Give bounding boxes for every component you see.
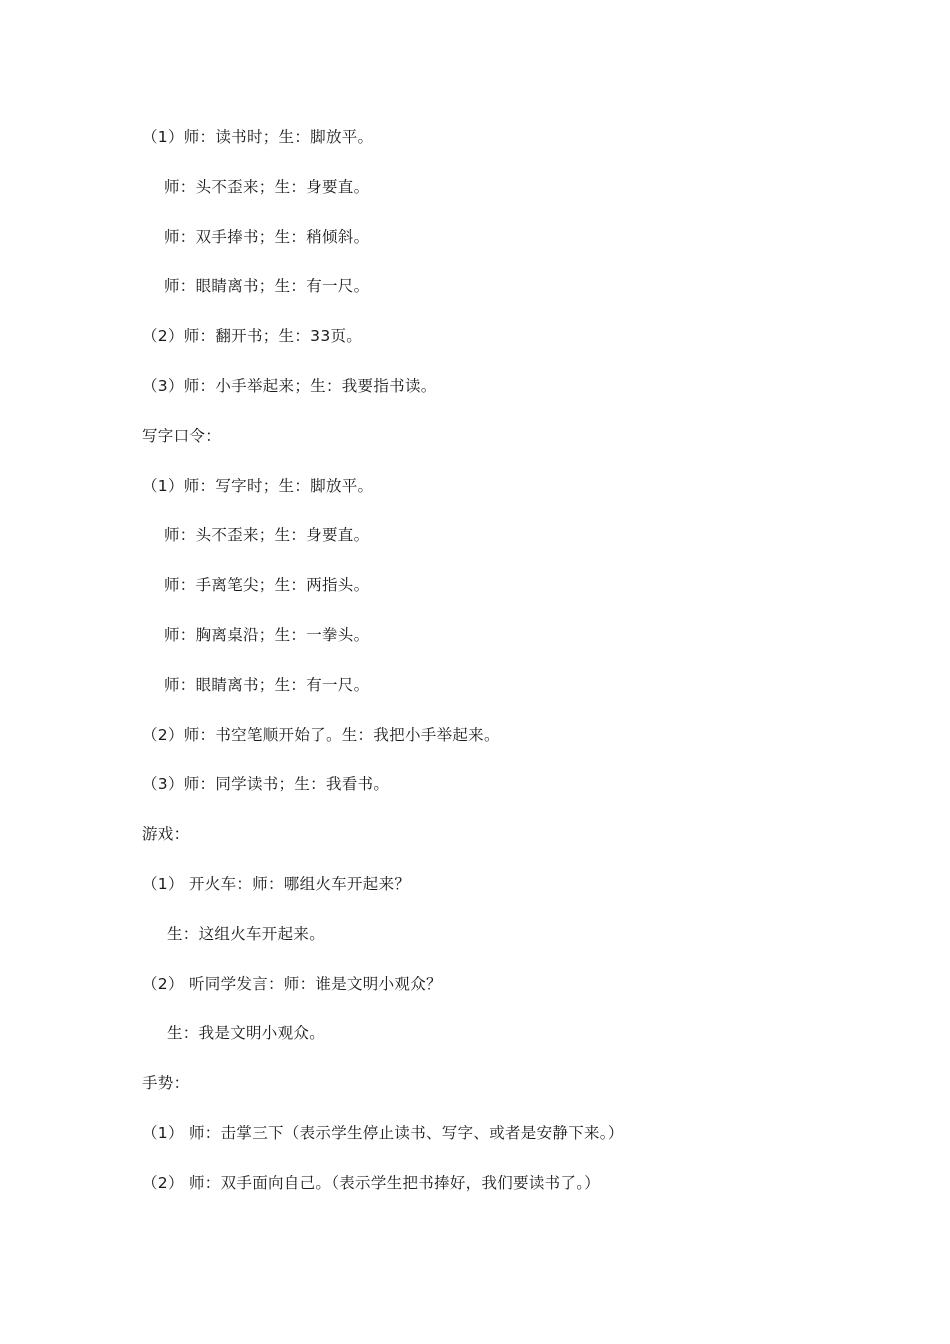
- section-heading-games: 游戏：: [142, 825, 190, 844]
- text-line: 师：眼睛离书；生：有一尺。: [164, 675, 370, 694]
- text-line: 生：这组火车开起来。: [167, 924, 326, 943]
- text-line: 师：头不歪来；生：身要直。: [164, 177, 370, 196]
- text-line: 师：手离笔尖；生：两指头。: [164, 576, 370, 595]
- text-line: （2）师：翻开书；生：33页。: [142, 327, 363, 346]
- document-body: [142, 122, 842, 1218]
- text-line: 师：头不歪来；生：身要直。: [164, 526, 370, 545]
- text-line: （3）师：小手举起来；生：我要指书读。: [142, 376, 437, 395]
- text-line: （2） 师：双手面向自己。（表示学生把书捧好，我们要读书了。）: [142, 1173, 601, 1192]
- text-line: （1） 师：击掌三下（表示学生停止读书、写字、或者是安静下来。）: [142, 1123, 624, 1142]
- text-line: （3）师：同学读书；生：我看书。: [142, 775, 390, 794]
- text-line: 师：双手捧书；生：稍倾斜。: [164, 227, 370, 246]
- text-line: （1） 开火车：师：哪组火车开起来？: [142, 874, 411, 893]
- text-line: 生：我是文明小观众。: [167, 1024, 326, 1043]
- text-line: 师：眼睛离书；生：有一尺。: [164, 277, 370, 296]
- text-line: （1）师：写字时；生：脚放平。: [142, 476, 374, 495]
- text-line: 师：胸离桌沿；生：一拳头。: [164, 625, 370, 644]
- section-heading-gestures: 手势：: [142, 1074, 190, 1093]
- text-line: （2）师：书空笔顺开始了。生：我把小手举起来。: [142, 725, 500, 744]
- section-heading-writing: 写字口令：: [142, 426, 222, 445]
- text-line: （1）师：读书时；生：脚放平。: [142, 128, 374, 146]
- text-line: （2） 听同学发言：师：谁是文明小观众？: [142, 974, 442, 993]
